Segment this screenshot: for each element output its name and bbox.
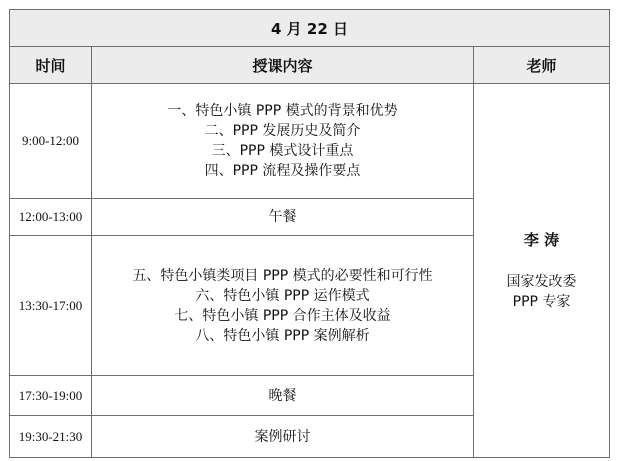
teacher-title-line: 国家发改委: [506, 274, 577, 290]
content-line: 午餐: [268, 209, 297, 225]
content-line: 五、特色小镇类项目 PPP 模式的必要性和可行性: [132, 267, 433, 284]
content-line: 一、特色小镇 PPP 模式的背景和优势: [167, 103, 398, 119]
content-cell: [92, 416, 474, 458]
header-content: 授课内容: [92, 47, 474, 84]
time-cell: 19:30-21:30: [10, 416, 92, 458]
time-cell: 17:30-19:00: [10, 376, 92, 416]
content-cell: [92, 236, 474, 376]
content-line: 案例研讨: [254, 428, 311, 445]
date-heading: 4 月 22 日: [10, 10, 610, 47]
time-cell: 9:00-12:00: [10, 84, 92, 199]
schedule-container: [9, 9, 610, 458]
content-line: 三、PPP 模式设计重点: [211, 143, 354, 159]
content-line: 六、特色小镇 PPP 运作模式: [195, 287, 370, 304]
date-row: [10, 10, 610, 47]
header-row: [10, 47, 610, 84]
content-line: 四、PPP 流程及操作要点: [204, 163, 361, 179]
table-row: [10, 84, 610, 199]
content-cell: [92, 199, 474, 236]
content-line: 八、特色小镇 PPP 案例解析: [195, 327, 370, 344]
header-teacher: 老师: [474, 47, 610, 84]
time-cell: 12:00-13:00: [10, 199, 92, 236]
header-time: 时间: [10, 47, 92, 84]
content-line: 晚餐: [268, 387, 297, 404]
content-line: 二、PPP 发展历史及简介: [204, 123, 361, 139]
teacher-cell: [474, 84, 610, 458]
schedule-table: [9, 9, 610, 458]
content-cell: [92, 84, 474, 199]
content-cell: [92, 376, 474, 416]
teacher-title-line: PPP 专家: [512, 294, 571, 310]
content-line: 七、特色小镇 PPP 合作主体及收益: [174, 307, 391, 324]
time-cell: 13:30-17:00: [10, 236, 92, 376]
teacher-name: 李 涛: [523, 231, 560, 249]
